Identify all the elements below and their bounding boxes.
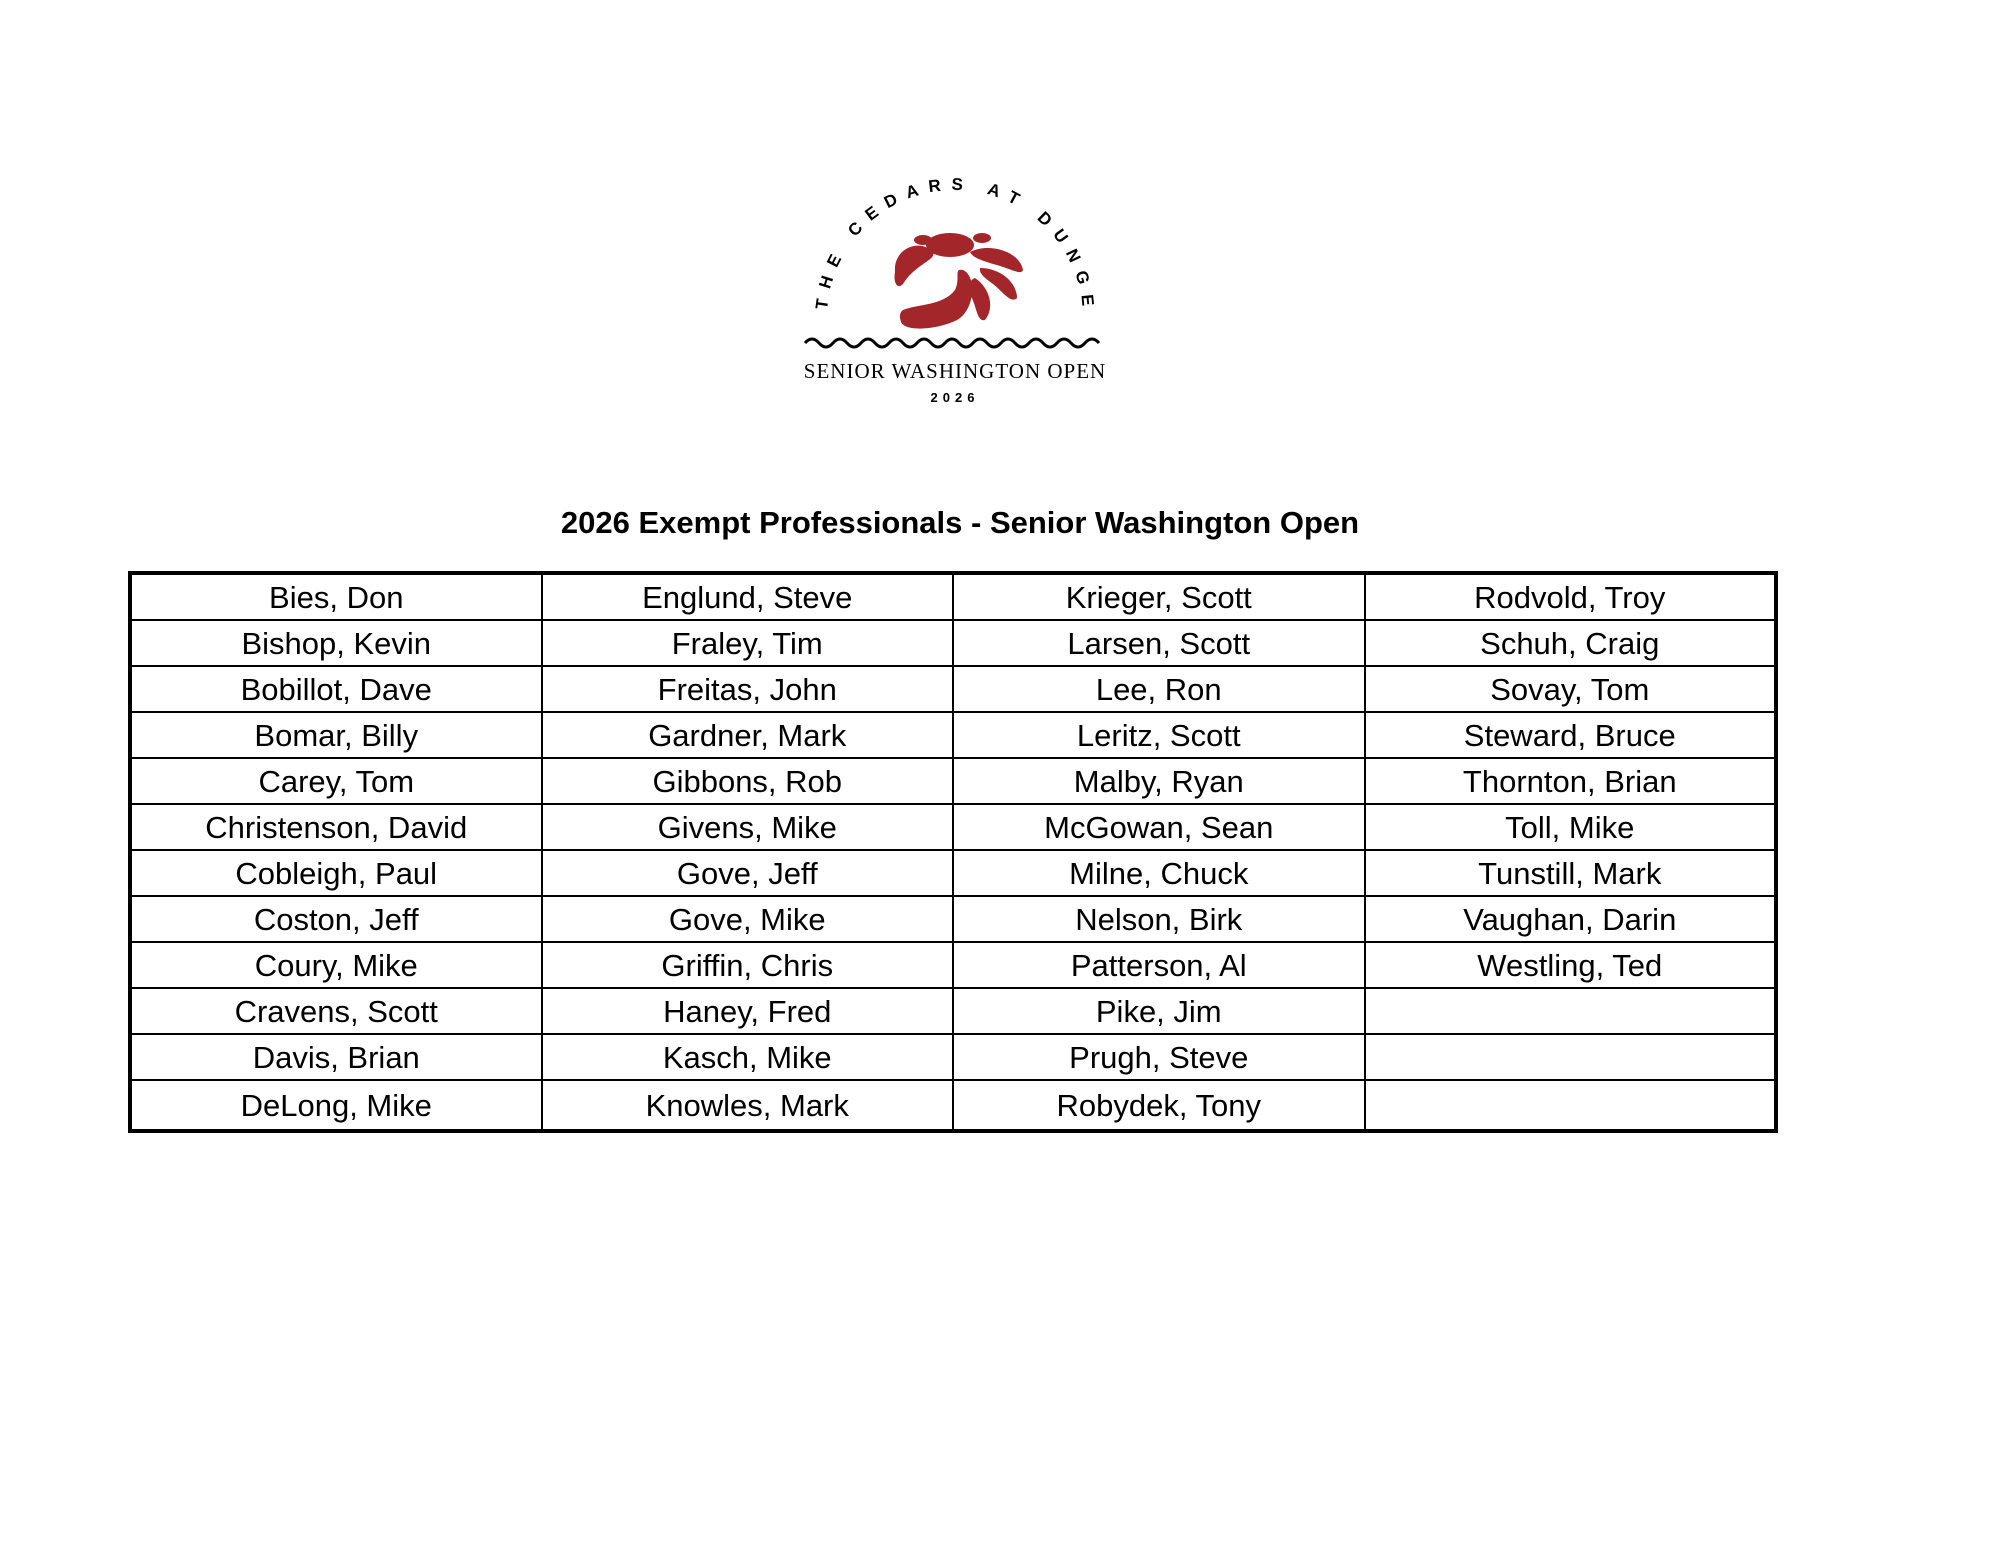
- table-row: [130, 712, 1776, 758]
- player-name-cell: Pike, Jim: [953, 988, 1365, 1034]
- player-name-cell: Leritz, Scott: [953, 712, 1365, 758]
- table-row: [130, 758, 1776, 804]
- player-name-cell: Gibbons, Rob: [542, 758, 954, 804]
- player-name-cell: Milne, Chuck: [953, 850, 1365, 896]
- player-name-cell: Englund, Steve: [542, 573, 954, 620]
- player-name-cell: Gove, Mike: [542, 896, 954, 942]
- logo-arc-text: THE CEDARS AT DUNGE: [811, 174, 1099, 317]
- player-name-cell: Robydek, Tony: [953, 1080, 1365, 1131]
- player-name-cell: Malby, Ryan: [953, 758, 1365, 804]
- player-name-cell: [1365, 988, 1777, 1034]
- table-row: [130, 896, 1776, 942]
- player-name-cell: Davis, Brian: [130, 1034, 542, 1080]
- table-row: [130, 1080, 1776, 1131]
- wave-line: [805, 339, 1099, 347]
- crab-emblem: [894, 233, 1023, 329]
- player-name-cell: McGowan, Sean: [953, 804, 1365, 850]
- cedars-emblem: [785, 160, 1125, 420]
- player-name-cell: Rodvold, Troy: [1365, 573, 1777, 620]
- player-name-cell: Griffin, Chris: [542, 942, 954, 988]
- player-name-cell: Bobillot, Dave: [130, 666, 542, 712]
- table-row: [130, 804, 1776, 850]
- table-body: [130, 573, 1776, 1131]
- player-name-cell: Westling, Ted: [1365, 942, 1777, 988]
- player-name-cell: Toll, Mike: [1365, 804, 1777, 850]
- player-name-cell: Krieger, Scott: [953, 573, 1365, 620]
- player-name-cell: [1365, 1034, 1777, 1080]
- player-name-cell: Steward, Bruce: [1365, 712, 1777, 758]
- player-name-cell: Prugh, Steve: [953, 1034, 1365, 1080]
- player-name-cell: Christenson, David: [130, 804, 542, 850]
- player-name-cell: Gove, Jeff: [542, 850, 954, 896]
- player-name-cell: Bomar, Billy: [130, 712, 542, 758]
- player-name-cell: DeLong, Mike: [130, 1080, 542, 1131]
- player-name-cell: Bies, Don: [130, 573, 542, 620]
- player-name-cell: Carey, Tom: [130, 758, 542, 804]
- player-name-cell: Gardner, Mark: [542, 712, 954, 758]
- player-name-cell: Knowles, Mark: [542, 1080, 954, 1131]
- player-name-cell: [1365, 1080, 1777, 1131]
- table-row: [130, 666, 1776, 712]
- player-name-cell: Coston, Jeff: [130, 896, 542, 942]
- player-name-cell: Sovay, Tom: [1365, 666, 1777, 712]
- player-name-cell: Nelson, Birk: [953, 896, 1365, 942]
- player-name-cell: Tunstill, Mark: [1365, 850, 1777, 896]
- table-row: [130, 573, 1776, 620]
- player-name-cell: Thornton, Brian: [1365, 758, 1777, 804]
- player-name-cell: Coury, Mike: [130, 942, 542, 988]
- page-title: 2026 Exempt Professionals - Senior Washington Open: [560, 505, 1360, 540]
- player-name-cell: Cravens, Scott: [130, 988, 542, 1034]
- exempt-professionals-table: [128, 571, 1778, 1133]
- player-name-cell: Schuh, Craig: [1365, 620, 1777, 666]
- player-name-cell: Haney, Fred: [542, 988, 954, 1034]
- table-row: [130, 850, 1776, 896]
- player-name-cell: Fraley, Tim: [542, 620, 954, 666]
- table-row: [130, 620, 1776, 666]
- table-row: [130, 942, 1776, 988]
- player-name-cell: Kasch, Mike: [542, 1034, 954, 1080]
- table-row: [130, 1034, 1776, 1080]
- logo-event-name: SENIOR WASHINGTON OPEN: [803, 359, 1107, 383]
- table-row: [130, 988, 1776, 1034]
- player-name-cell: Bishop, Kevin: [130, 620, 542, 666]
- logo-year: 2026: [930, 390, 980, 405]
- player-name-cell: Cobleigh, Paul: [130, 850, 542, 896]
- player-name-cell: Freitas, John: [542, 666, 954, 712]
- player-name-cell: Patterson, Al: [953, 942, 1365, 988]
- player-name-cell: Vaughan, Darin: [1365, 896, 1777, 942]
- event-logo: [785, 160, 1125, 420]
- player-name-cell: Larsen, Scott: [953, 620, 1365, 666]
- player-name-cell: Givens, Mike: [542, 804, 954, 850]
- player-name-cell: Lee, Ron: [953, 666, 1365, 712]
